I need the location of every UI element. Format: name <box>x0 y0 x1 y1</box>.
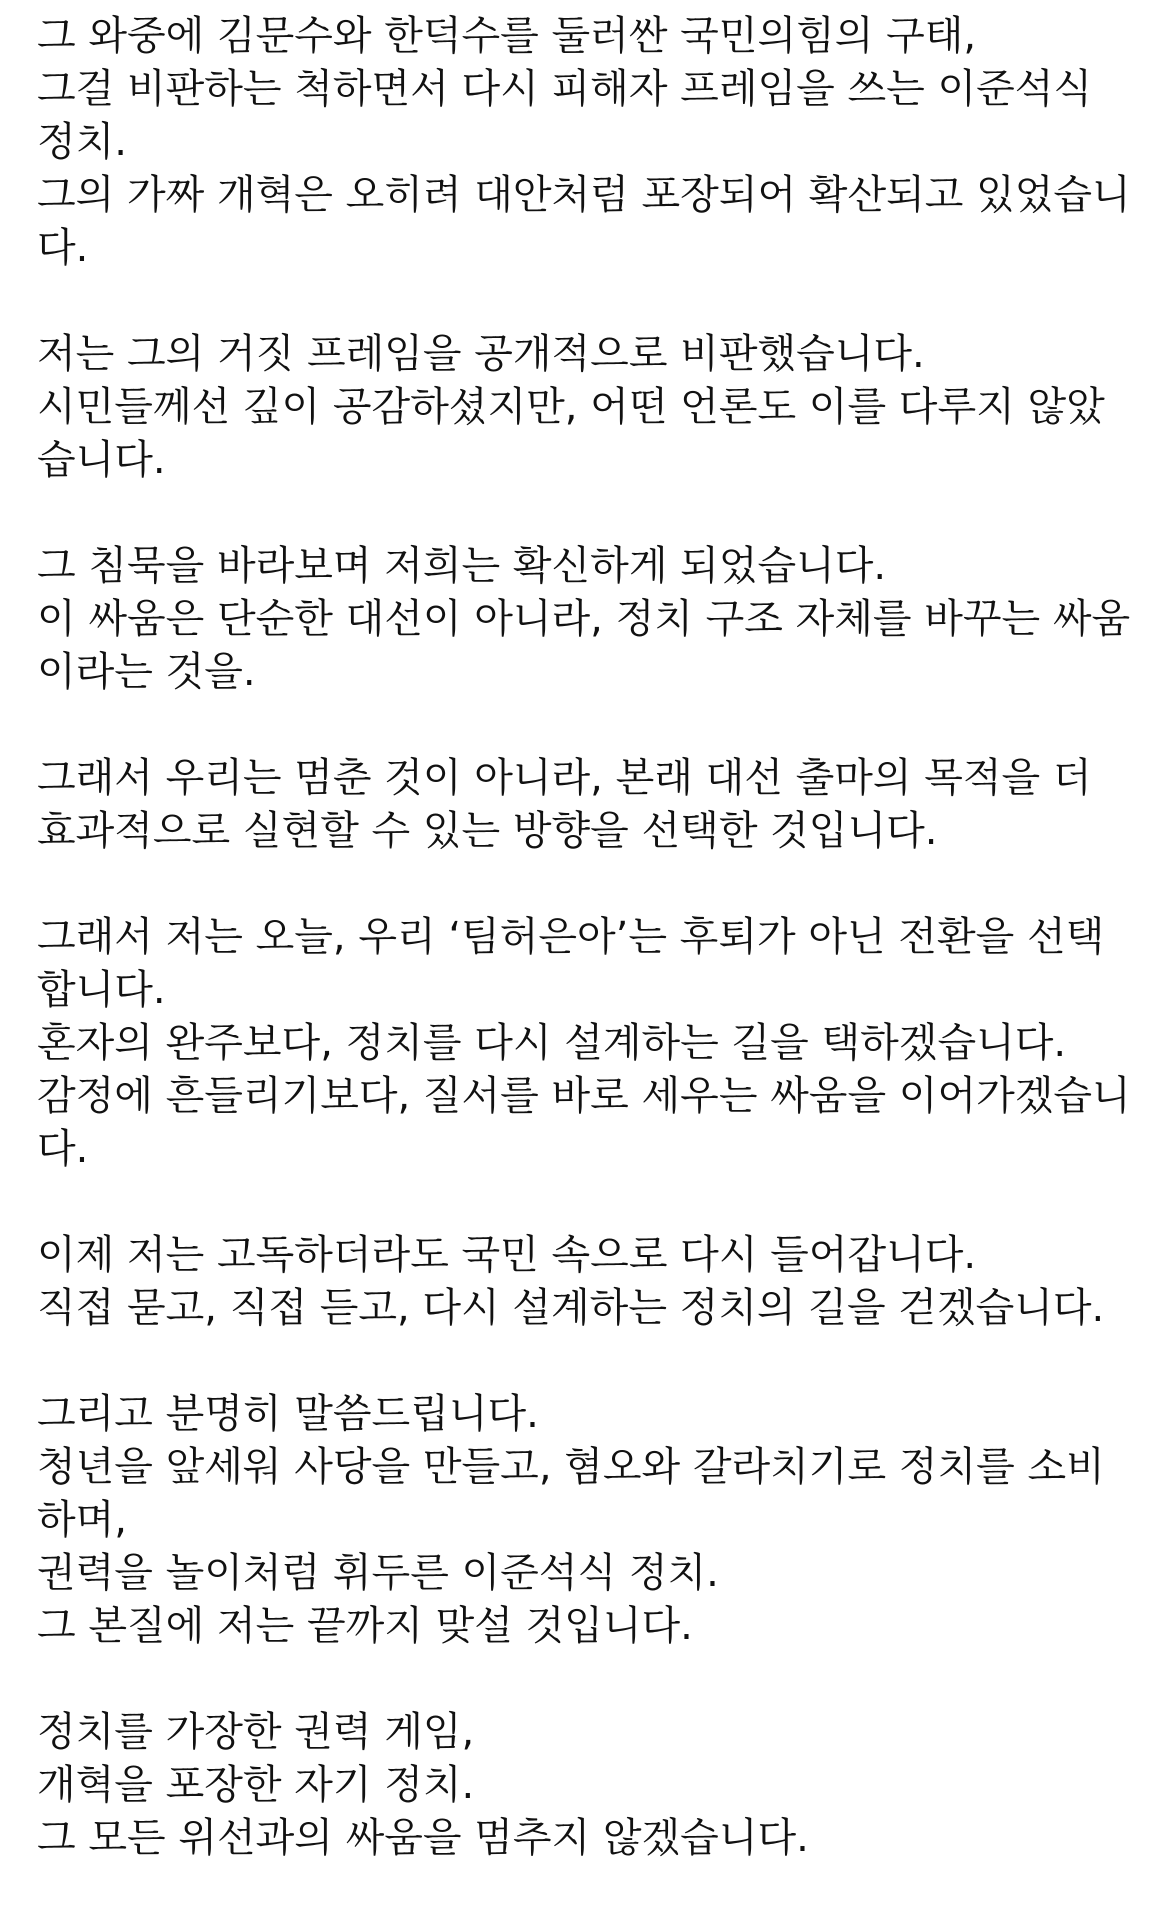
paragraph-6 <box>37 1229 1150 1335</box>
text-line: 이 싸움은 단순한 대선이 아니라, 정치 구조 자체를 바꾸는 싸움 <box>37 596 1131 642</box>
text-line: 저는 그의 거짓 프레임을 공개적으로 비판했습니다. <box>37 331 925 377</box>
text-line: 다. <box>37 225 89 271</box>
paragraph-1 <box>37 10 1150 275</box>
text-line: 이제 저는 고독하더라도 국민 속으로 다시 들어갑니다. <box>37 1232 977 1278</box>
text-line: 효과적으로 실현할 수 있는 방향을 선택한 것입니다. <box>37 808 938 854</box>
text-line: 정치. <box>37 119 127 165</box>
text-line: 그 본질에 저는 끝까지 맞설 것입니다. <box>37 1603 693 1649</box>
text-line: 권력을 놀이처럼 휘두른 이준석식 정치. <box>37 1550 719 1596</box>
paragraph-4 <box>37 752 1150 858</box>
text-line: 그 와중에 김문수와 한덕수를 둘러싼 국민의힘의 구태, <box>37 13 977 59</box>
text-line: 개혁을 포장한 자기 정치. <box>37 1762 475 1808</box>
text-line: 그리고 분명히 말씀드립니다. <box>37 1391 539 1437</box>
paragraph-3 <box>37 540 1150 699</box>
text-line: 정치를 가장한 권력 게임, <box>37 1709 475 1755</box>
text-line: 이라는 것을. <box>37 649 256 695</box>
text-line: 혼자의 완주보다, 정치를 다시 설계하는 길을 택하겠습니다. <box>37 1020 1067 1066</box>
text-line: 습니다. <box>37 437 166 483</box>
text-line: 그래서 저는 오늘, 우리 ‘팀허은아’는 후퇴가 아닌 전환을 선택 <box>37 914 1105 960</box>
text-line: 그의 가짜 개혁은 오히려 대안처럼 포장되어 확산되고 있었습니 <box>37 172 1131 218</box>
paragraph-7 <box>37 1388 1150 1653</box>
text-line: 직접 묻고, 직접 듣고, 다시 설계하는 정치의 길을 걷겠습니다. <box>37 1285 1105 1331</box>
text-line: 그 침묵을 바라보며 저희는 확신하게 되었습니다. <box>37 543 887 589</box>
text-line: 시민들께선 깊이 공감하셨지만, 어떤 언론도 이를 다루지 않았 <box>37 384 1105 430</box>
text-line: 하며, <box>37 1497 127 1543</box>
paragraph-8 <box>37 1706 1150 1865</box>
text-line: 그걸 비판하는 척하면서 다시 피해자 프레임을 쓰는 이준석식 <box>37 66 1093 112</box>
text-line: 감정에 흔들리기보다, 질서를 바로 세우는 싸움을 이어가겠습니 <box>37 1073 1131 1119</box>
text-line: 그 모든 위선과의 싸움을 멈추지 않겠습니다. <box>37 1815 809 1861</box>
text-line: 합니다. <box>37 967 166 1013</box>
paragraph-5 <box>37 911 1150 1176</box>
text-line: 청년을 앞세워 사당을 만들고, 혐오와 갈라치기로 정치를 소비 <box>37 1444 1105 1490</box>
text-line: 그래서 우리는 멈춘 것이 아니라, 본래 대선 출마의 목적을 더 <box>37 755 1092 801</box>
text-line: 다. <box>37 1126 89 1172</box>
paragraph-2 <box>37 328 1150 487</box>
